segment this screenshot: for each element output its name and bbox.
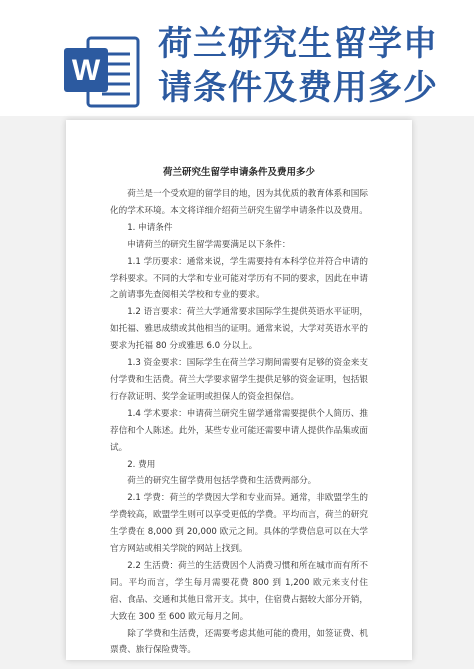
document-page [66,120,412,660]
paragraph: 1.4 学术要求：申请荷兰研究生留学通常需要提供个人简历、推荐信和个人陈述。此外，某些专业可能还需要申请人提供作品集或面试。 [110,408,368,453]
paragraph: 1.2 语言要求：荷兰大学通常要求国际学生提供英语水平证明，如托福、雅思成绩或其他相当的证明。通常来说，大学对英语水平的要求为托福 80 分或雅思 6.0 分以上。 [110,307,368,352]
document-body [110,186,368,659]
section-heading: 2. 费用 [127,459,156,470]
banner [0,0,474,128]
paragraph: 申请荷兰的研究生留学需要满足以下条件： [127,239,291,250]
banner-title: 荷兰研究生留学申请条件及费用多少 [158,24,438,108]
paragraph: 2.1 学费：荷兰的学费因大学和专业而异。通常，非欧盟学生的学费较高，欧盟学生则可以享受更低的学费。平均而言，荷兰的研究生学费在 8,000 到 20,000 欧元之间。具体的学费信息可以在大学官方网站或相关学院的网站上找到。 [110,493,368,555]
paragraph: 2.2 生活费：荷兰的生活费因个人消费习惯和所在城市而有所不同。平均而言，学生每月需要花费 800 到 1,200 欧元来支付住宿、食品、交通和其他日常开支。其中，住宿费占据较大部分开销，大致在 300 至 600 欧元每月之间。 [110,560,368,622]
word-icon-letter: W [71,54,101,87]
paragraph: 荷兰是一个受欢迎的留学目的地，因为其优质的教育体系和国际化的学术环境。本文将详细介绍荷兰研究生留学申请条件以及费用。 [110,189,368,216]
word-doc-icon [62,34,142,110]
paragraph: 1.1 学历要求：通常来说，学生需要持有本科学位并符合申请的学科要求。不同的大学和专业可能对学历有不同的要求，因此在申请之前请事先查阅相关学校和专业的要求。 [110,256,368,301]
document-title: 荷兰研究生留学申请条件及费用多少 [162,167,315,178]
paragraph: 1.3 资金要求：国际学生在荷兰学习期间需要有足够的资金来支付学费和生活费。荷兰大学要求留学生提供足够的资金证明，包括银行存款证明、奖学金证明或担保人的资金担保信。 [110,358,368,402]
section-heading: 1. 申请条件 [127,222,173,233]
paragraph: 除了学费和生活费，还需要考虑其他可能的费用，如签证费、机票费、旅行保险费等。 [110,628,368,656]
paragraph: 荷兰的研究生留学费用包括学费和生活费两部分。 [127,476,317,487]
